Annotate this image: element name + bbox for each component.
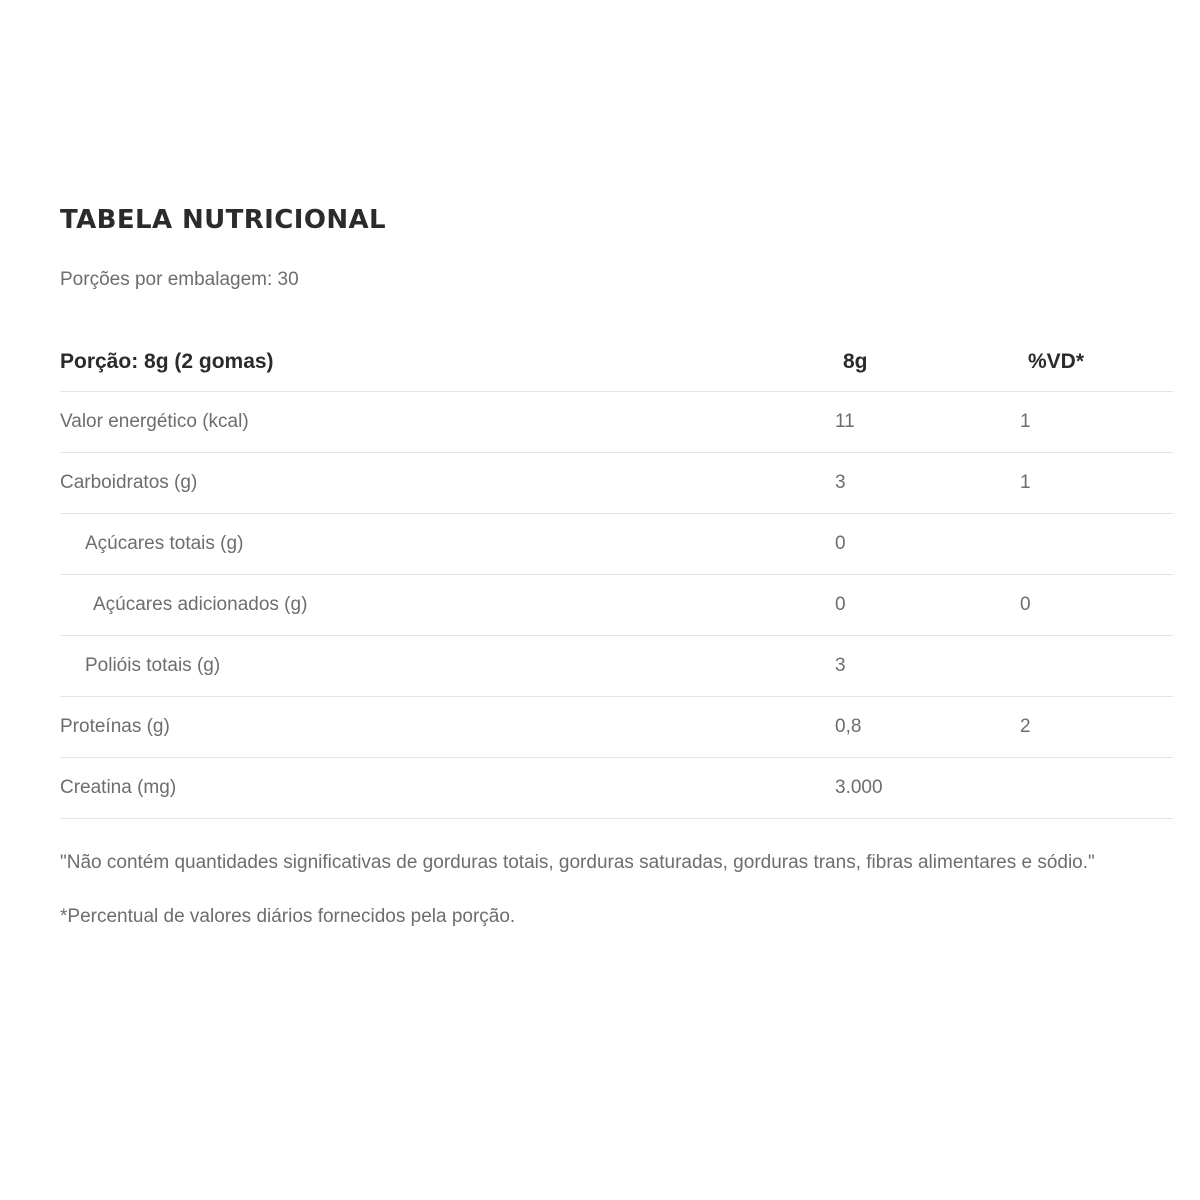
table-row (60, 575, 1173, 636)
table-row (60, 453, 1173, 514)
nutrition-facts-content (60, 205, 1173, 930)
nutrient-quantity: 0,8 (835, 716, 862, 737)
nutrient-name: Creatina (mg) (60, 777, 177, 798)
table-row (60, 392, 1173, 453)
column-header-daily-value: %VD* (1028, 350, 1085, 373)
nutrient-quantity: 3.000 (835, 777, 883, 798)
table-row (60, 697, 1173, 758)
nutrient-name: Valor energético (kcal) (60, 411, 249, 432)
footnotes (60, 849, 1110, 930)
footnote-non-significant: "Não contém quantidades significativas de gorduras totais, gorduras saturadas, gorduras trans, fibras alimentares e sódio." (60, 852, 1095, 873)
nutrient-daily-value (1020, 636, 1173, 697)
footnote-daily-value: *Percentual de valores diários fornecidos pela porção. (60, 905, 516, 927)
table-row (60, 514, 1173, 575)
nutrient-daily-value: 1 (1020, 411, 1031, 432)
nutrient-daily-value: 1 (1020, 472, 1031, 493)
nutrient-name: Açúcares totais (g) (85, 533, 244, 554)
nutrition-table (60, 333, 1173, 819)
nutrient-quantity: 3 (835, 655, 846, 676)
table-header (60, 333, 1173, 392)
nutrient-quantity: 0 (835, 594, 846, 615)
table-row (60, 758, 1173, 819)
page-title: TABELA NUTRICIONAL (60, 205, 386, 235)
nutrient-name: Proteínas (g) (60, 716, 170, 737)
table-header-row (60, 333, 1173, 392)
nutrient-daily-value: 0 (1020, 594, 1031, 615)
nutrient-daily-value (1020, 514, 1173, 575)
servings-per-package: Porções por embalagem: 30 (60, 269, 299, 290)
nutrient-daily-value: 2 (1020, 716, 1031, 737)
nutrient-quantity: 3 (835, 472, 846, 493)
table-row (60, 636, 1173, 697)
nutrient-quantity: 11 (835, 411, 855, 432)
nutrient-quantity: 0 (835, 533, 846, 554)
column-header-quantity: 8g (843, 350, 868, 373)
nutrient-name: Polióis totais (g) (85, 655, 221, 676)
column-header-portion: Porção: 8g (2 gomas) (60, 350, 274, 373)
nutrient-daily-value (1020, 758, 1173, 819)
nutrient-name: Carboidratos (g) (60, 472, 198, 493)
table-body (60, 392, 1173, 819)
nutrient-name: Açúcares adicionados (g) (93, 594, 308, 615)
